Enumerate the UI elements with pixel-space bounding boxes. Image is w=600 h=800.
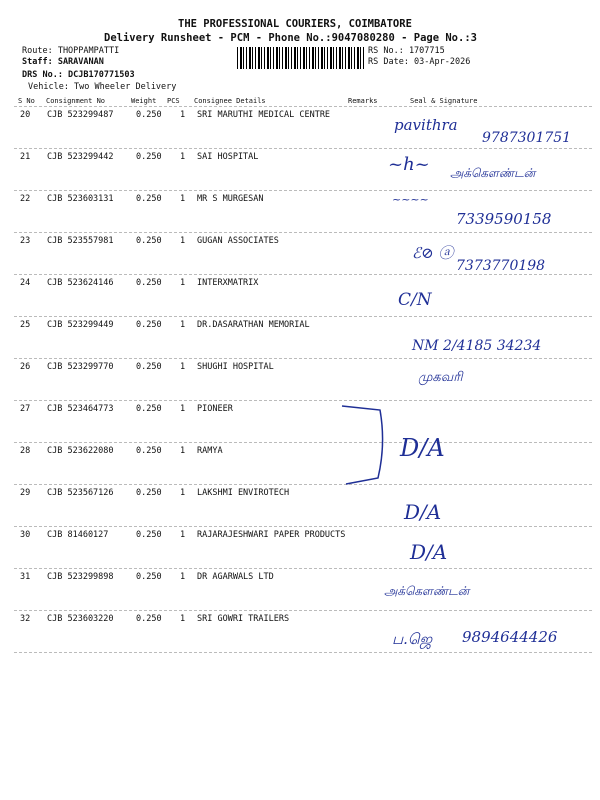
handwritten-note: D/A: [410, 540, 448, 564]
row-consignment: CJB 523464773: [47, 404, 114, 414]
rs-number: RS No.: 1707715: [368, 46, 445, 56]
row-pcs: 1: [180, 488, 186, 498]
row-consignment: CJB 523299449: [47, 320, 114, 330]
row-consignee: INTERXMATRIX: [197, 278, 259, 288]
row-weight: 0.250: [136, 236, 162, 246]
col-remarks: Remarks: [348, 97, 378, 105]
vehicle: Vehicle: Two Wheeler Delivery: [28, 82, 177, 92]
handwritten-phone: NM 2/4185 34234: [412, 338, 542, 354]
row-consignee: MR S MURGESAN: [197, 194, 264, 204]
row-pcs: 1: [180, 110, 186, 120]
handwritten-tamil: அக்கௌண்டன்: [384, 584, 470, 598]
row-pcs: 1: [180, 152, 186, 162]
bracket-mark: [340, 404, 390, 486]
row-consignee: RAJARAJESHWARI PAPER PRODUCTS: [197, 530, 346, 540]
handwritten-note: D/A: [400, 434, 445, 462]
row-sno: 31: [20, 572, 31, 582]
row-consignment: CJB 523557981: [47, 236, 114, 246]
row-consignment: CJB 523603220: [47, 614, 114, 624]
row-pcs: 1: [180, 194, 186, 204]
row-consignee: LAKSHMI ENVIROTECH: [197, 488, 290, 498]
row-consignment: CJB 523622080: [47, 446, 114, 456]
handwritten-phone: 9894644426: [462, 628, 558, 646]
row-pcs: 1: [180, 572, 186, 582]
row-divider: [14, 106, 592, 107]
row-consignment: CJB 523567126: [47, 488, 114, 498]
row-weight: 0.250: [136, 320, 162, 330]
row-pcs: 1: [180, 404, 186, 414]
row-sno: 27: [20, 404, 31, 414]
signature-scribble: ℰ⊘ ⓐ: [412, 244, 454, 262]
row-weight: 0.250: [136, 194, 162, 204]
row-sno: 21: [20, 152, 31, 162]
row-consignee: SRI GOWRI TRAILERS: [197, 614, 290, 624]
row-sno: 22: [20, 194, 31, 204]
row-sno: 20: [20, 110, 31, 120]
row-consignment: CJB 523299487: [47, 110, 114, 120]
row-sno: 24: [20, 278, 31, 288]
handwritten-note: C/N: [398, 290, 432, 310]
barcode-icon: [237, 47, 365, 69]
handwritten-tamil: முகவரி: [418, 370, 463, 385]
row-weight: 0.250: [136, 446, 162, 456]
row-consignee: SHUGHI HOSPITAL: [197, 362, 274, 372]
row-sno: 25: [20, 320, 31, 330]
row-consignee: GUGAN ASSOCIATES: [197, 236, 279, 246]
row-weight: 0.250: [136, 152, 162, 162]
handwritten-phone: 7373770198: [456, 258, 546, 274]
row-weight: 0.250: [136, 614, 162, 624]
row-sno: 26: [20, 362, 31, 372]
row-consignment: CJB 523299442: [47, 152, 114, 162]
handwritten-note: D/A: [404, 500, 442, 524]
handwritten-phone: 7339590158: [456, 210, 552, 228]
row-consignee: PIONEER: [197, 404, 233, 414]
row-consignee: SRI MARUTHI MEDICAL CENTRE: [197, 110, 331, 120]
col-weight: Weight: [131, 97, 157, 105]
row-weight: 0.250: [136, 404, 162, 414]
row-weight: 0.250: [136, 110, 162, 120]
col-pcs: PCS: [167, 97, 180, 105]
row-pcs: 1: [180, 320, 186, 330]
row-consignment: CJB 523603131: [47, 194, 114, 204]
row-sno: 30: [20, 530, 31, 540]
route: Route: THOPPAMPATTI: [22, 46, 120, 56]
row-weight: 0.250: [136, 488, 162, 498]
handwritten-tamil: அக்கௌண்டன்: [450, 166, 536, 180]
row-consignee: SAI HOSPITAL: [197, 152, 259, 162]
company-name: THE PROFESSIONAL COURIERS, COIMBATORE: [178, 18, 412, 30]
staff: Staff: SARAVANAN: [22, 57, 104, 67]
drs-number: DRS No.: DCJB170771503: [22, 70, 135, 80]
row-weight: 0.250: [136, 572, 162, 582]
row-weight: 0.250: [136, 362, 162, 372]
row-weight: 0.250: [136, 530, 162, 540]
row-sno: 32: [20, 614, 31, 624]
col-seal-signature: Seal & Signature: [410, 97, 478, 105]
handwritten-name: pavithra: [394, 116, 458, 134]
col-consignee: Consignee Details: [194, 97, 266, 105]
row-consignment: CJB 523299898: [47, 572, 114, 582]
table-row: [0, 446, 600, 488]
runsheet-title: Delivery Runsheet - PCM - Phone No.:9047080280 - Page No.:3: [104, 32, 477, 44]
row-sno: 28: [20, 446, 31, 456]
row-consignment: CJB 523299770: [47, 362, 114, 372]
row-consignment: CJB 523624146: [47, 278, 114, 288]
rs-date: RS Date: 03-Apr-2026: [368, 57, 471, 67]
row-pcs: 1: [180, 236, 186, 246]
row-pcs: 1: [180, 278, 186, 288]
signature-scribble: ~~~~: [392, 193, 429, 206]
handwritten-phone: 9787301751: [482, 130, 572, 146]
col-consignment: Consignment No: [46, 97, 106, 105]
table-row: [0, 278, 600, 320]
row-consignee: DR.DASARATHAN MEMORIAL: [197, 320, 310, 330]
row-pcs: 1: [180, 446, 186, 456]
signature-scribble: ப.ஜெ: [392, 630, 433, 648]
row-consignment: CJB 81460127: [47, 530, 109, 540]
row-weight: 0.250: [136, 278, 162, 288]
row-consignee: RAMYA: [197, 446, 223, 456]
row-sno: 23: [20, 236, 31, 246]
table-row: [0, 404, 600, 446]
table-row: [0, 362, 600, 404]
row-sno: 29: [20, 488, 31, 498]
table-row: [0, 530, 600, 572]
table-row: [0, 572, 600, 614]
row-pcs: 1: [180, 362, 186, 372]
col-sno: S No: [18, 97, 35, 105]
table-row: [0, 488, 600, 530]
row-pcs: 1: [180, 530, 186, 540]
row-consignee: DR AGARWALS LTD: [197, 572, 274, 582]
signature-scribble: ~h~: [388, 154, 430, 175]
row-pcs: 1: [180, 614, 186, 624]
